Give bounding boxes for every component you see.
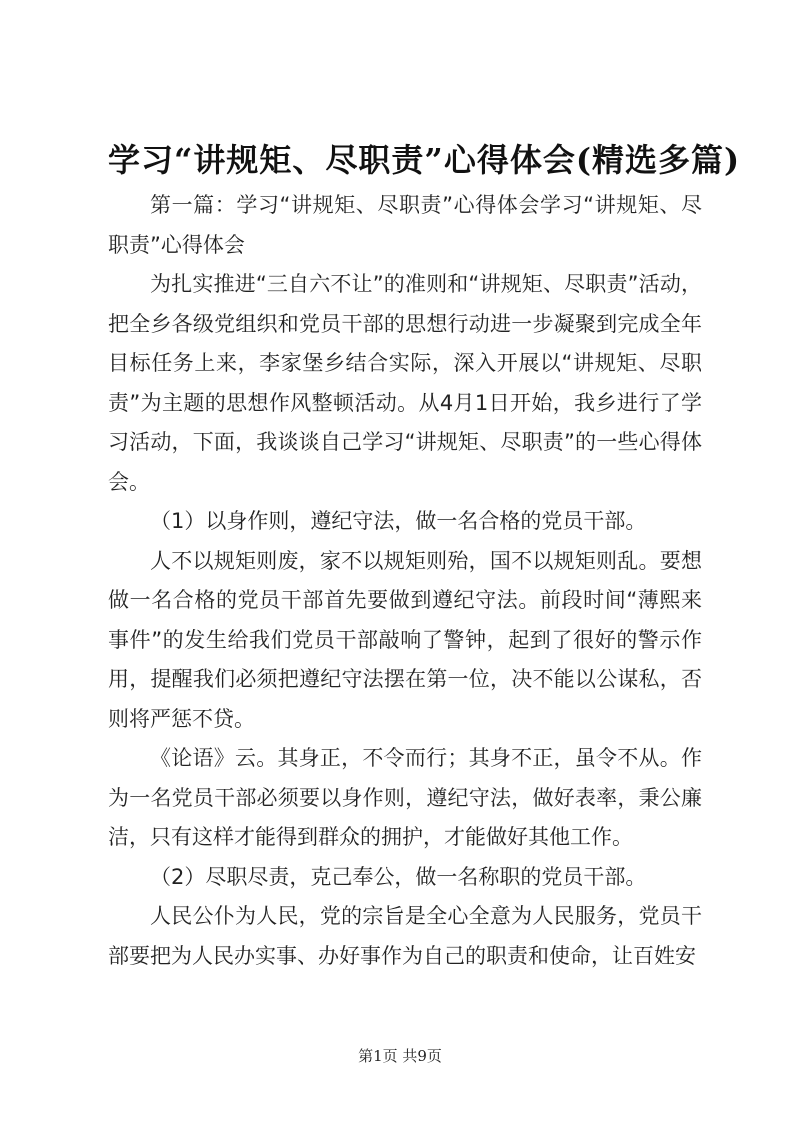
section-heading-2: （2）尽职尽责，克己奉公，做一名称职的党员干部。: [150, 864, 647, 889]
page-footer: 第1页 共9页: [358, 1047, 442, 1065]
paragraph-analects: 《论语》云。其身正，不令而行；其身不正，虽令不从。作为一名党员干部必须要以身作则，遵纪守法，做好表率，秉公廉洁，只有这样才能得到群众的拥护，才能做好其他工作。: [108, 746, 702, 849]
document-title: 学习“讲规矩、尽职责”心得体会(精选多篇): [108, 141, 741, 179]
paragraph-intro: 第一篇：学习“讲规矩、尽职责”心得体会学习“讲规矩、尽职责”心得体会: [108, 193, 702, 257]
paragraph-background: 为扎实推进“三自六不让”的准则和“讲规矩、尽职责”活动，把全乡各级党组织和党员干部的思想行动进一步凝聚到完成全年目标任务上来，李家堡乡结合实际，深入开展以“讲规矩、尽职责”为主题的思想作风整顿活动。从4月1日开始，我乡进行了学习活动，下面，我谈谈自己学习“讲规矩、尽职责”的一些心得体会。: [108, 272, 702, 494]
paragraph-rules: 人不以规矩则废，家不以规矩则殆，国不以规矩则乱。要想做一名合格的党员干部首先要做到遵纪守法。前段时间“薄熙来事件”的发生给我们党员干部敲响了警钟，起到了很好的警示作用，提醒我们必须把遵纪守法摆在第一位，决不能以公谋私，否则将严惩不贷。: [108, 548, 702, 731]
paragraph-service: 人民公仆为人民，党的宗旨是全心全意为人民服务，党员干部要把为人民办实事、办好事作为自己的职责和使命，让百姓安: [108, 904, 702, 968]
section-heading-1: （1）以身作则，遵纪守法，做一名合格的党员干部。: [150, 509, 647, 533]
document-body: [108, 186, 702, 976]
